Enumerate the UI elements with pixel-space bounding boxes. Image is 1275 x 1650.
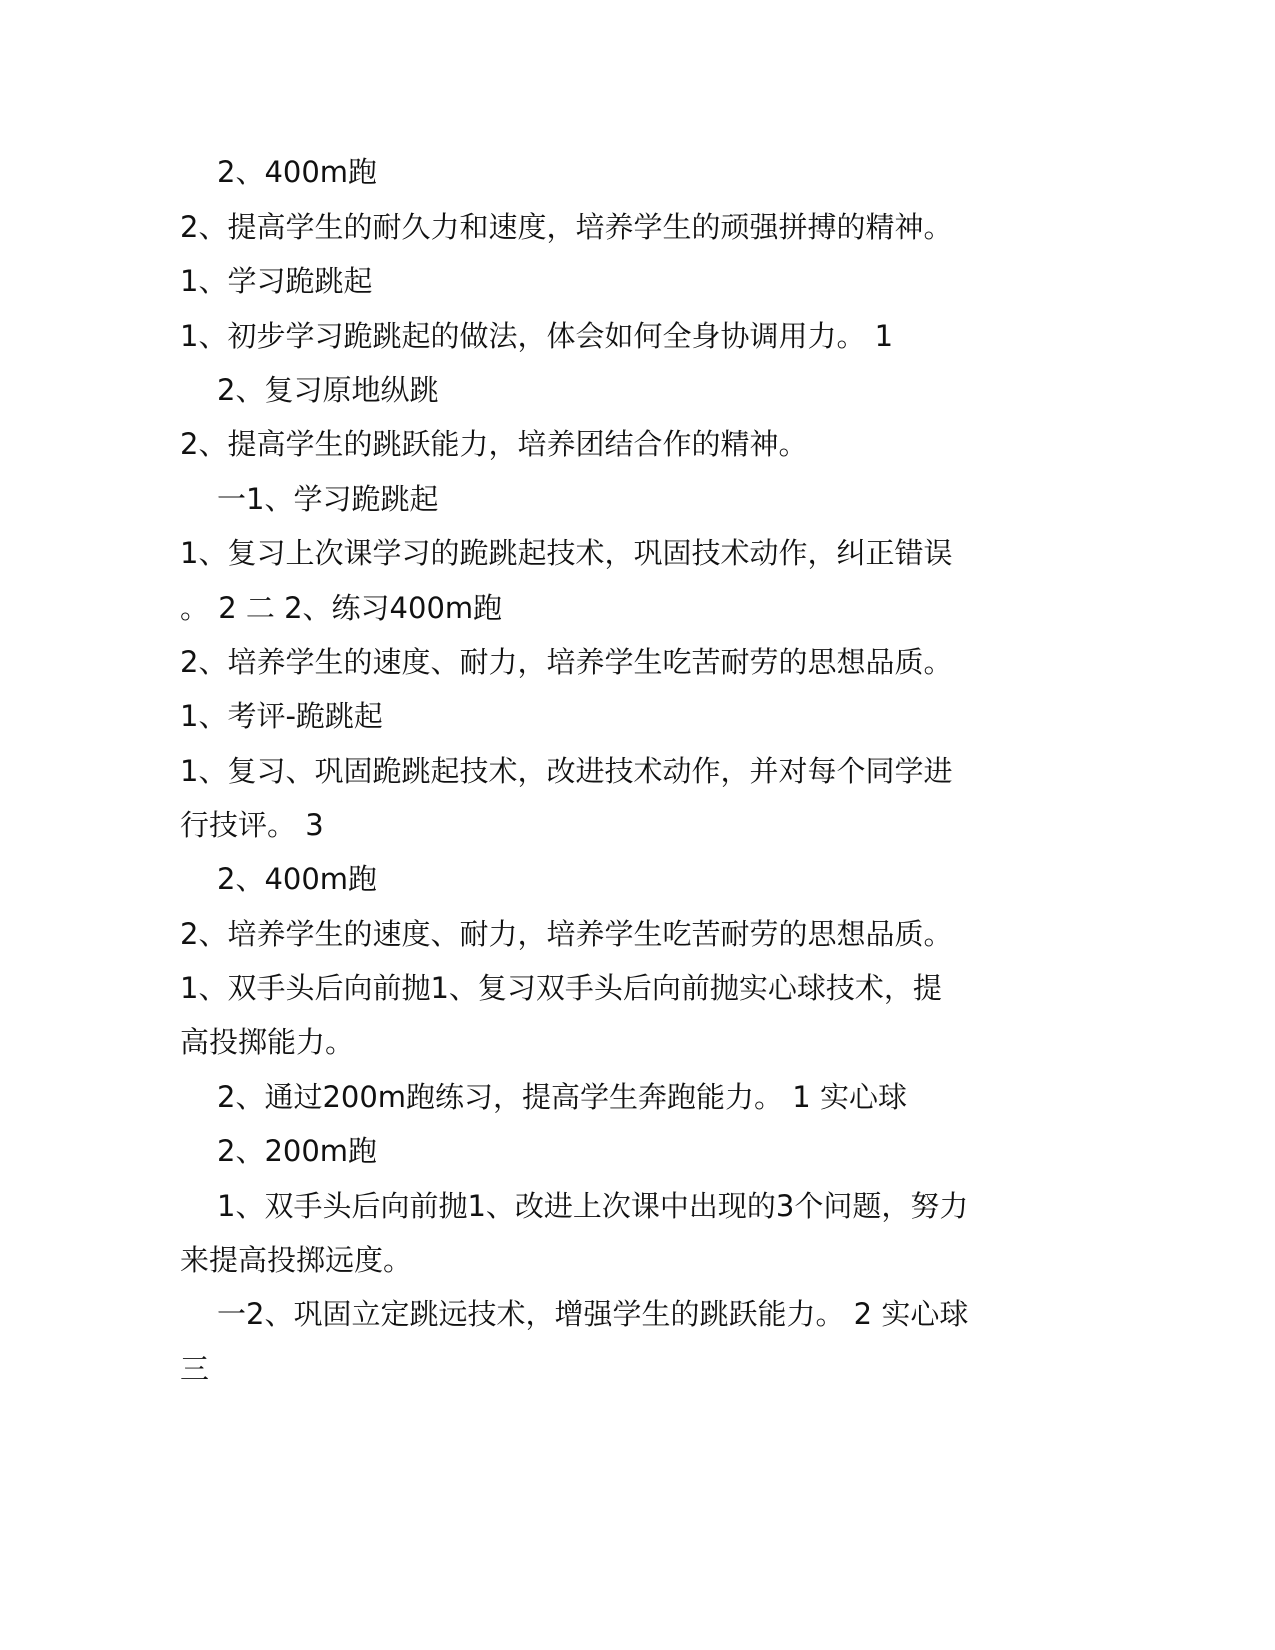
text-line: 一1、学习跪跳起 xyxy=(217,482,439,516)
text-line: 2、通过200m跑练习，提高学生奔跑能力。 1 实心球 xyxy=(217,1080,907,1114)
text-line: 行技评。 3 xyxy=(180,808,324,842)
text-line: 1、复习、巩固跪跳起技术，改进技术动作，并对每个同学进 xyxy=(180,754,953,788)
text-line: 1、双手头后向前抛1、改进上次课中出现的3个问题，努力 xyxy=(217,1189,969,1223)
text-line: 1、双手头后向前抛1、复习双手头后向前抛实心球技术，提 xyxy=(180,971,942,1005)
text-line: 2、400m跑 xyxy=(217,862,378,896)
text-line: 2、复习原地纵跳 xyxy=(217,373,439,407)
text-line: 2、培养学生的速度、耐力，培养学生吃苦耐劳的思想品质。 xyxy=(180,645,953,679)
text-line: 2、培养学生的速度、耐力，培养学生吃苦耐劳的思想品质。 xyxy=(180,917,953,951)
text-line: 1、考评-跪跳起 xyxy=(180,699,383,733)
text-line: 1、学习跪跳起 xyxy=(180,264,373,298)
text-line: 一2、巩固立定跳远技术，增强学生的跳跃能力。 2 实心球 xyxy=(217,1297,969,1331)
text-line: 来提高投掷远度。 xyxy=(180,1243,413,1277)
text-line: 三 xyxy=(180,1352,210,1386)
text-line: 2、提高学生的耐久力和速度，培养学生的顽强拼搏的精神。 xyxy=(180,210,953,244)
text-line: 2、200m跑 xyxy=(217,1134,378,1168)
text-line: 。 2 二 2、练习400m跑 xyxy=(180,591,503,625)
text-line: 2、提高学生的跳跃能力，培养团结合作的精神。 xyxy=(180,427,808,461)
text-line: 1、初步学习跪跳起的做法，体会如何全身协调用力。 1 xyxy=(180,319,894,353)
text-line: 1、复习上次课学习的跪跳起技术，巩固技术动作，纠正错误 xyxy=(180,536,953,570)
text-line: 高投掷能力。 xyxy=(180,1025,355,1059)
text-line: 2、400m跑 xyxy=(217,155,378,189)
